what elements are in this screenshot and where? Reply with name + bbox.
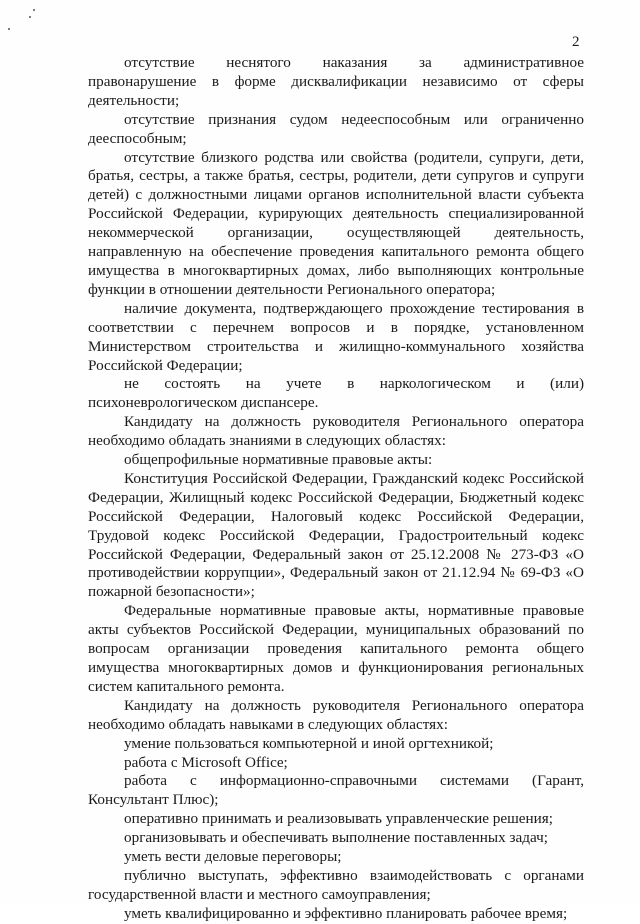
paragraph: общепрофильные нормативные правовые акты: [124, 451, 433, 469]
scan-speck [33, 9, 35, 11]
paragraph: уметь квалифицированно и эффективно планировать рабочее время; [124, 904, 568, 922]
paragraph: уметь вести деловые переговоры; [124, 848, 342, 866]
paragraph: публично выступать, эффективно взаимодействовать с органами государственной власти и местного самоуправления; [88, 866, 584, 903]
paragraph: умение пользоваться компьютерной и иной оргтехникой; [124, 734, 494, 752]
paragraph: не состоять на учете в наркологическом и (или) психоневрологическом диспансере. [88, 375, 584, 412]
scan-speck [29, 16, 31, 18]
body-text [88, 54, 584, 924]
paragraph: Кандидату на должность руководителя Регионального оператора необходимо обладать навыками в следующих областях: [88, 696, 584, 733]
paragraph: отсутствие неснятого наказания за административное правонарушение в форме дисквалификации независимо от сферы деятельности; [88, 54, 584, 109]
paragraph: организовывать и обеспечивать выполнение поставленных задач; [124, 829, 548, 847]
page-number: 2 [572, 34, 580, 50]
paragraph: Кандидату на должность руководителя Регионального оператора необходимо обладать знаниями в следующих областях: [88, 413, 584, 450]
paragraph: наличие документа, подтверждающего прохождение тестирования в соответствии с перечнем вопросов и в порядке, установленном Министерством строительства и жилищно-коммунального хозяйства Российской Федерации; [88, 299, 584, 374]
scan-speck [8, 28, 10, 30]
paragraph: отсутствие признания судом недееспособным или ограниченно дееспособным; [88, 110, 584, 147]
paragraph: работа с Microsoft Office; [124, 753, 288, 771]
paragraph: отсутствие близкого родства или свойства (родители, супруги, дети, братья, сестры, а также братья, сестры, родители, дети супругов и супруги детей) с должностными лицами органов исполнительной власти субъекта Российской Федерации, курирующих деятельность специализированной некоммерческой организации, осуществляющей деятельность, направленную на обеспечение проведения капитального ремонта общего имущества в многоквартирных домах, либо выполняющих контрольные функции в отношении деятельности Регионального оператора; [88, 148, 584, 298]
paragraph: Федеральные нормативные правовые акты, нормативные правовые акты субъектов Российской Федерации, муниципальных образований по вопросам организации проведения капитального ремонта общего имущества многоквартирных домов и функционирования региональных систем капитального ремонта. [88, 602, 584, 695]
paragraph: Конституция Российской Федерации, Гражданский кодекс Российской Федерации, Жилищный кодекс Российской Федерации, Бюджетный кодекс Российской Федерации, Налоговый кодекс Российской Федерации, Трудовой кодекс Российской Федерации, Градостроительный кодекс Российской Федерации, Федеральный закон от 25.12.2008 № 273-ФЗ «О противодействии коррупции», Федеральный закон от 21.12.94 № 69-ФЗ «О пожарной безопасности»; [88, 469, 584, 601]
paragraph: работа с информационно-справочными системами (Гарант, Консультант Плюс); [88, 772, 584, 809]
paragraph: оперативно принимать и реализовывать управленческие решения; [124, 810, 554, 828]
